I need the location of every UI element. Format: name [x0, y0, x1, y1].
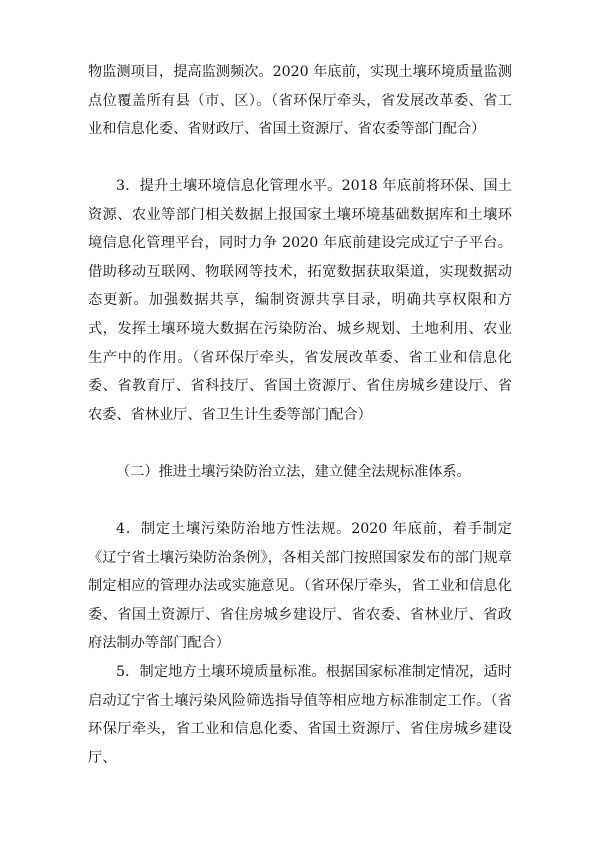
- paragraph-monitoring-continued: 物监测项目，提高监测频次。2020 年底前，实现土壤环境质量监测点位覆盖所有县（市、区）。（省环保厅牵头，省发展改革委、省工业和信息化委、省财政厅、省国土资源厅、省农委等部门配合）: [88, 64, 512, 138]
- paragraph-item-3-informatization: 3．提升土壤环境信息化管理水平。2018 年底前将环保、国土资源、农业等部门相关数据上报国家土壤环境基础数据库和土壤环境信息化管理平台，同时力争 2020 年底前建设完成辽宁子平台。借助移动互联网、物联网等技术，拓宽数据获取渠道，实现数据动态更新。加强数据共享，编制资源共享目录，明确共享权限和方式，发挥土壤环境大数据在污染防治、城乡规划、土地利用、农业生产中的作用。（省环保厅牵头，省发展改革委、省工业和信息化委、省教育厅、省科技厅、省国土资源厅、省住房城乡建设厅、省农委、省林业厅、省卫生计生委等部门配合）: [88, 178, 512, 423]
- section-heading-2-legislation: （二）推进土壤污染防治立法，建立健全法规标准体系。: [116, 464, 471, 480]
- paragraph-item-5-local-standard: 5．制定地方土壤环境质量标准。根据国家标准制定情况，适时启动辽宁省土壤污染风险筛选指导值等相应地方标准制定工作。（省环保厅牵头，省工业和信息化委、省国土资源厅、省住房城乡建设厅、: [88, 664, 512, 766]
- paragraph-item-4-local-regulation: 4．制定土壤污染防治地方性法规。2020 年底前，着手制定《辽宁省土壤污染防治条例》，各相关部门按照国家发布的部门规章制定相应的管理办法或实施意见。（省环保厅牵头，省工业和信息化委、省国土资源厅、省住房城乡建设厅、省农委、省林业厅、省政府法制办等部门配合）: [88, 521, 512, 652]
